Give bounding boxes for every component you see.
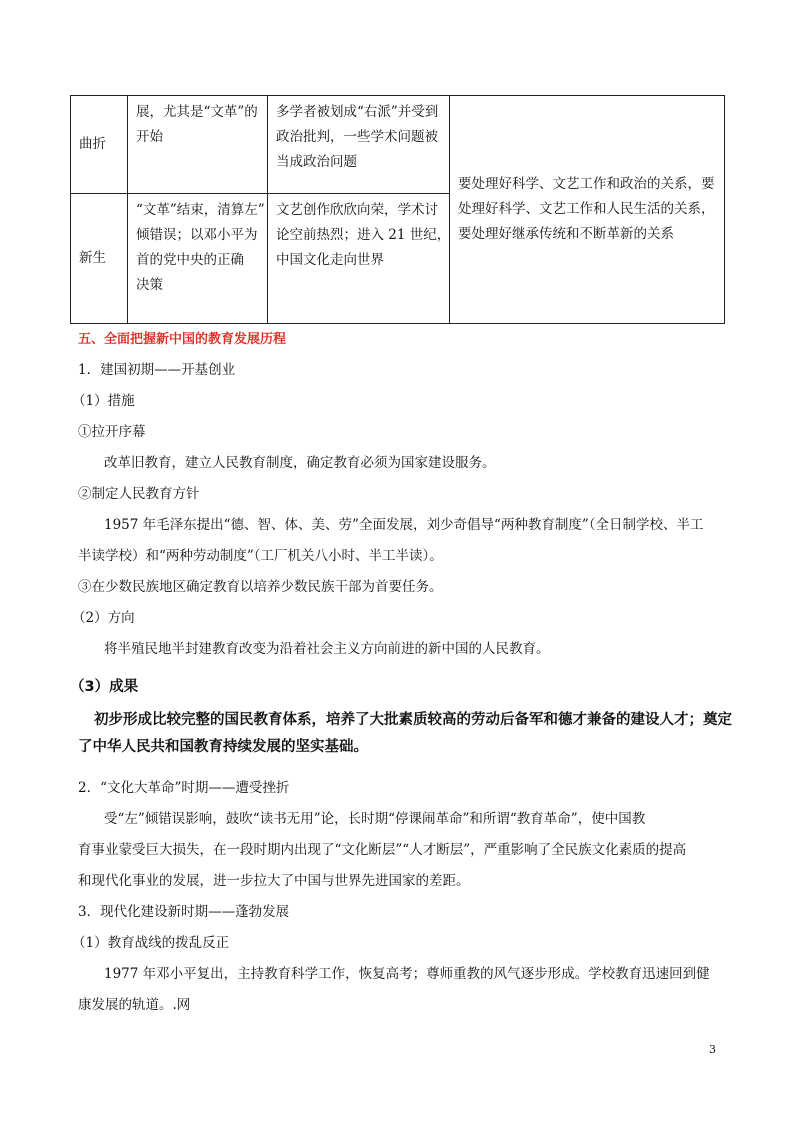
page-number: 3 [709,1043,716,1056]
cell-text: 处理好科学、文艺工作和人民生活的关系， [458,201,715,217]
subheading: ②制定人民教育方针 [78,486,200,502]
subheading: （1）措施 [72,393,135,409]
paragraph: 了中华人民共和国教育持续发展的坚实基础。 [78,739,368,755]
paragraph: 受“左”倾错误影响，鼓吹“读书无用”论，长时期“停课闹革命”和所谓“教育革命”，使中国教 [104,811,646,827]
paragraph: 半读学校）和“两种劳动制度”（工厂机关八小时、半工半读）。 [78,548,443,564]
cause-cell [128,194,268,324]
subheading: （3）成果 [70,679,139,695]
status-cell [268,96,450,194]
phase-cell: 新生 [71,194,128,324]
cell-text: 展，尤其是“文革”的 [136,104,258,120]
cell-text: 决策 [136,277,163,293]
paragraph: 改革旧教育，建立人民教育制度，确定教育必须为国家建设服务。 [104,455,496,471]
heading: 2．“文化大革命”时期——遭受挫折 [78,780,290,796]
subheading: （1）教育战线的拨乱反正 [72,935,230,951]
cell-text: 要处理好继承传统和不断革新的关系 [458,226,674,242]
history-table [70,95,725,324]
cell-text: 文艺创作欣欣向荣，学术讨 [276,202,438,218]
experience-cell [450,96,725,324]
paragraph: 1957 年毛泽东提出“德、智、体、美、劳”全面发展，刘少奇倡导“两种教育制度”（全日制学校、半工 [104,517,704,533]
phase-cell: 曲折 [71,96,128,194]
cell-text: 倾错误；以邓小平为 [136,227,258,243]
paragraph: 将半殖民地半封建教育改变为沿着社会主义方向前进的新中国的人民教育。 [104,641,550,657]
paragraph: 1977 年邓小平复出，主持教育科学工作，恢复高考；尊师重教的风气逐步形成。学校教育迅速回到健 [104,966,710,982]
paragraph: ③在少数民族地区确定教育以培养少数民族干部为首要任务。 [78,579,443,595]
cell-text: 中国文化走向世界 [276,252,384,268]
heading: 1．建国初期——开基创业 [78,362,236,378]
paragraph: 和现代化事业的发展，进一步拉大了中国与世界先进国家的差距。 [78,873,470,889]
paragraph: 育事业蒙受巨大损失，在一段时期内出现了“文化断层”“人才断层”，严重影响了全民族文化素质的提高 [78,842,687,858]
cell-text: 要处理好科学、文艺工作和政治的关系，要 [458,176,715,192]
section-title: 五、全面把握新中国的教育发展历程 [78,332,287,347]
status-cell [268,194,450,324]
paragraph: 康发展的轨道。.网 [78,997,191,1013]
table-row [71,96,725,194]
cell-text: 论空前热烈；进入 21 世纪， [276,227,451,243]
cell-text: 当成政治问题 [276,154,357,170]
subheading: ①拉开序幕 [78,424,146,440]
heading: 3．现代化建设新时期——蓬勃发展 [78,904,290,920]
cell-text: 首的党中央的正确 [136,252,244,268]
cell-text: “文革”结束，清算左” [136,202,265,218]
cell-text: 政治批判，一些学术问题被 [276,129,438,145]
cell-text: 开始 [136,129,163,145]
cause-cell [128,96,268,194]
subheading: （2）方向 [72,610,135,626]
paragraph: 初步形成比较完整的国民教育体系，培养了大批素质较高的劳动后备军和德才兼备的建设人才；奠定 [94,712,732,728]
cell-text: 多学者被划成“右派”并受到 [276,104,439,120]
